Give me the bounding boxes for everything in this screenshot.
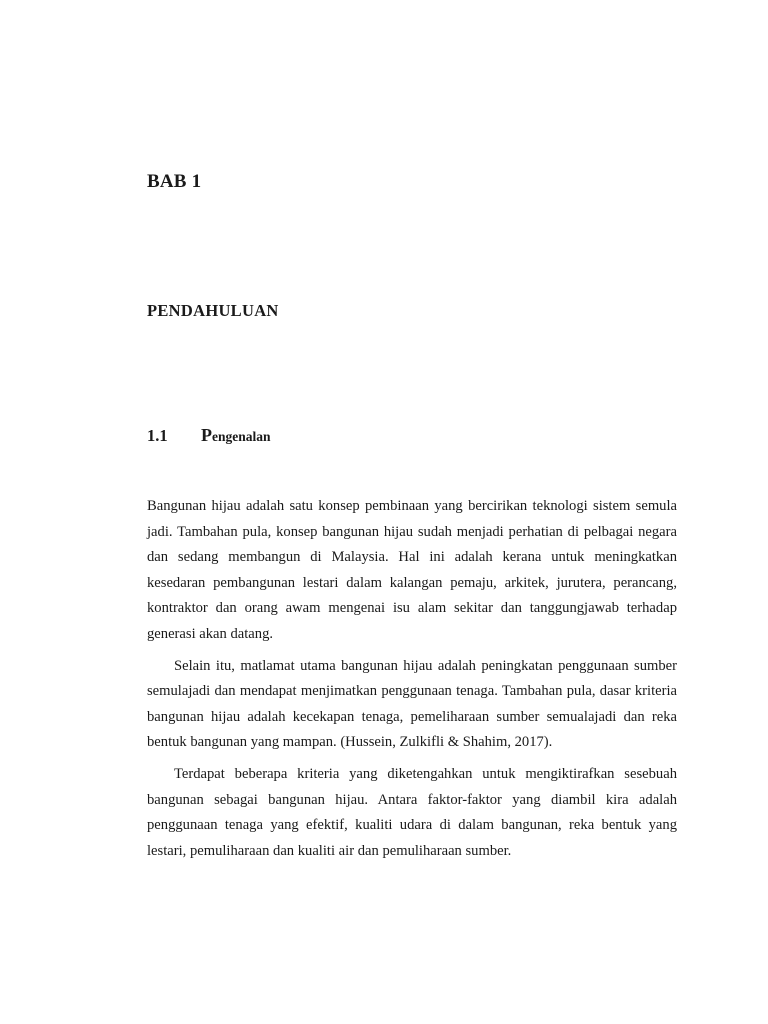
paragraph-3: Terdapat beberapa kriteria yang diketengahkan untuk mengiktirafkan sesebuah bangunan sebagai bangunan hijau. Antara faktor-faktor yang diambil kira adalah penggunaan tenaga yang efektif, kualiti udara di dalam bangunan, reka bentuk yang lestari, pemuliharaan dan kualiti air dan pemuliharaan sumber. [147, 765, 677, 859]
chapter-title: PENDAHULUAN [147, 301, 279, 320]
section-title-initial: P [201, 425, 212, 445]
section-number: 1.1 [147, 426, 168, 445]
section-heading [147, 425, 271, 447]
section-title-rest: engenalan [212, 429, 271, 444]
chapter-heading: BAB 1 [147, 171, 202, 192]
paragraph-1: Bangunan hijau adalah satu konsep pembinaan yang bercirikan teknologi sistem semula jadi. Tambahan pula, konsep bangunan hijau sudah menjadi perhatian di pelbagai negara dan sedang membangun di Malaysia. Hal ini adalah kerana untuk meningkatkan kesedaran pembangunan lestari dalam kalangan pemaju, arkitek, jurutera, perancang, kontraktor dan orang awam mengenai isu alam sekitar dan tanggungjawab terhadap generasi akan datang. [147, 498, 677, 642]
paragraph-2: Selain itu, matlamat utama bangunan hijau adalah peningkatan penggunaan sumber semulajadi dan mendapat menjimatkan penggunaan tenaga. Tambahan pula, dasar kriteria bangunan hijau adalah kecekapan tenaga, pemeliharaan sumber semualajadi dan reka bentuk bangunan yang mampan. (Hussein, Zulkifli & Shahim, 2017). [147, 657, 677, 751]
body-text [147, 494, 677, 864]
